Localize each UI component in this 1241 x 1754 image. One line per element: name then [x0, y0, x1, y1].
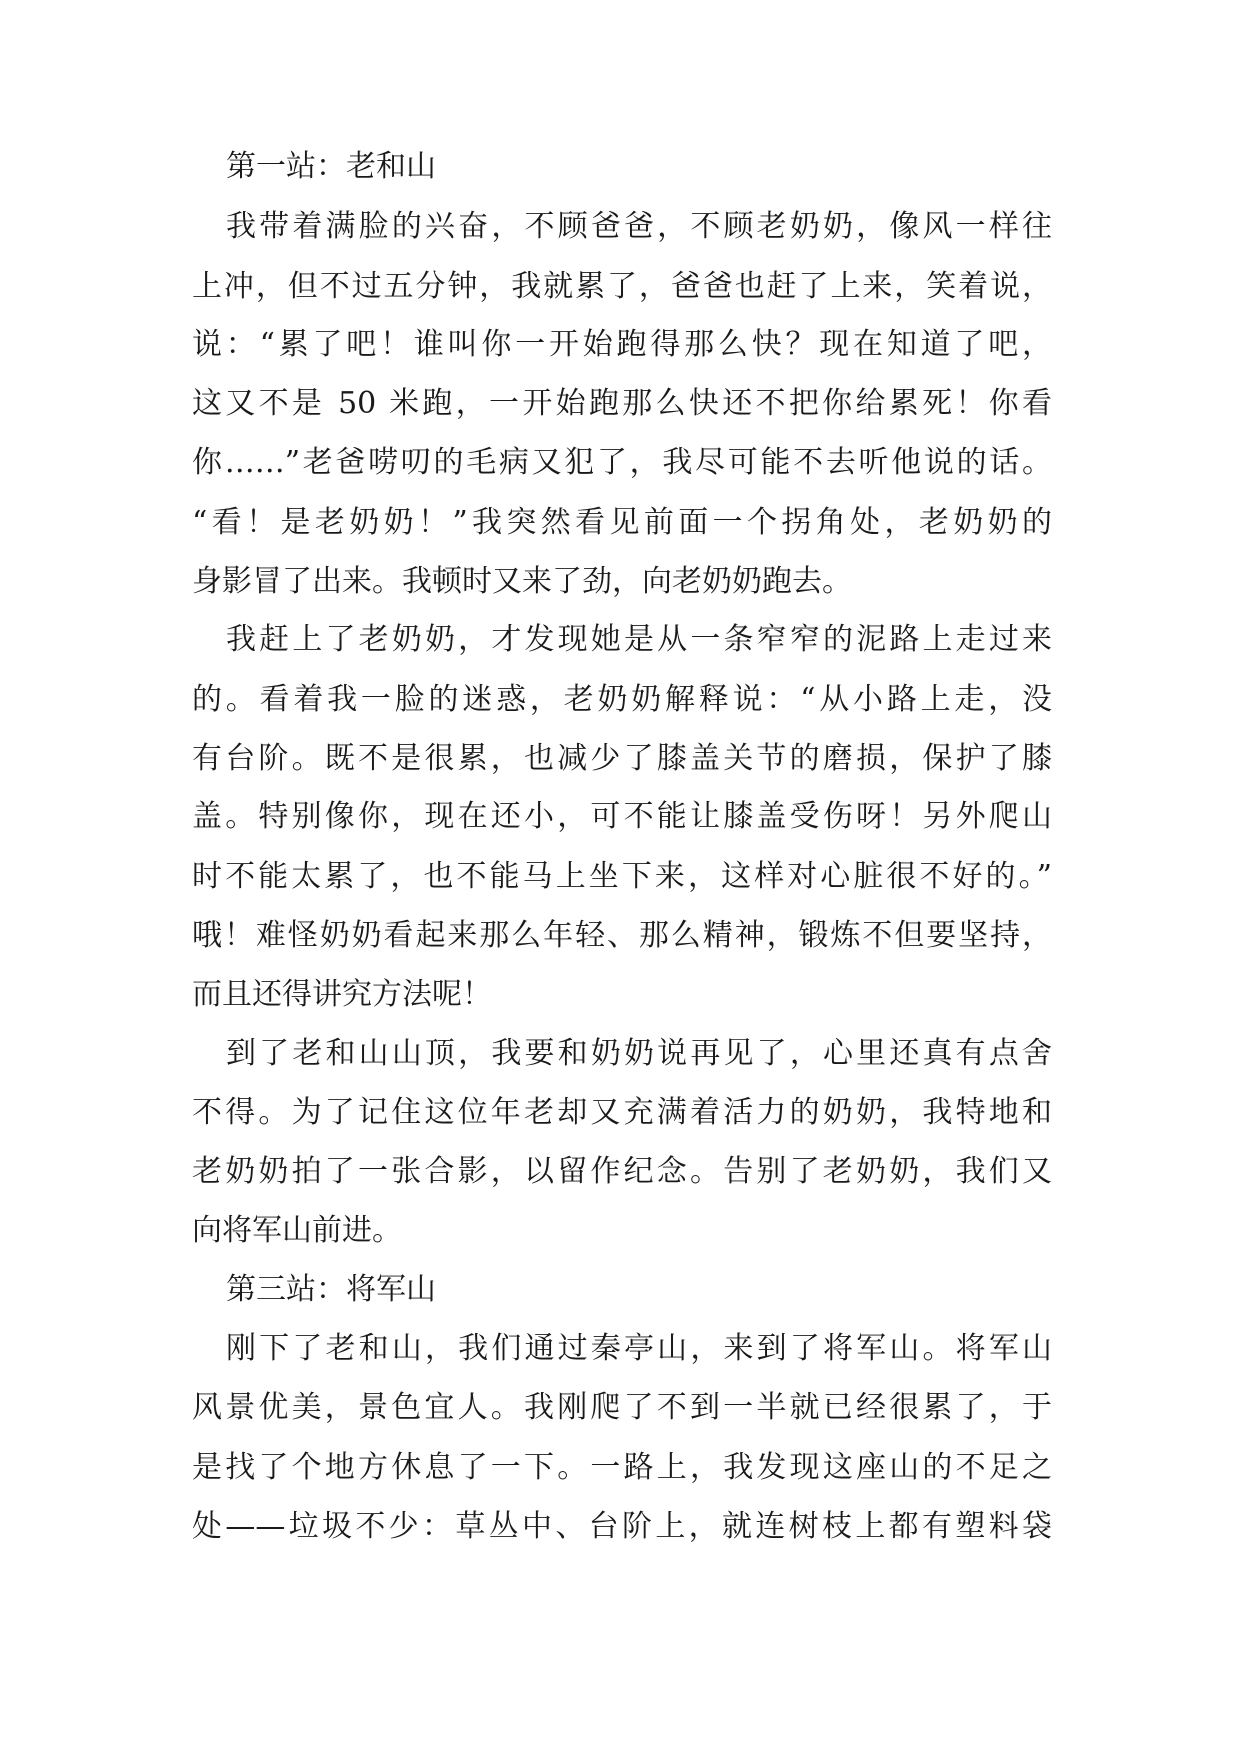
text-line: 身影冒了出来。我顿时又来了劲，向老奶奶跑去。	[192, 564, 852, 599]
text-line: 有台阶。既不是很累，也减少了膝盖关节的磨损，保护了膝	[192, 741, 1052, 776]
text-line: 我赶上了老奶奶，才发现她是从一条窄窄的泥路上走过来	[226, 622, 1052, 657]
text-line: 处——垃圾不少：草丛中、台阶上，就连树枝上都有塑料袋	[192, 1509, 1052, 1544]
text-line: 盖。特别像你，现在还小，可不能让膝盖受伤呀！另外爬山	[192, 799, 1052, 834]
text-line: 向将军山前进。	[192, 1213, 402, 1248]
text-line: 不得。为了记住这位年老却又充满着活力的奶奶，我特地和	[192, 1095, 1052, 1130]
heading-station-one: 第一站：老和山	[226, 149, 436, 184]
text-line: 的。看着我一脸的迷惑，老奶奶解释说：“从小路上走，没	[192, 682, 1052, 717]
text-line: 你……”老爸唠叨的毛病又犯了，我尽可能不去听他说的话。	[192, 445, 1052, 480]
text-line: “看！是老奶奶！”我突然看见前面一个拐角处，老奶奶的	[192, 505, 1052, 540]
text-line: 我带着满脸的兴奋，不顾爸爸，不顾老奶奶，像风一样往	[226, 209, 1052, 244]
text-line: 刚下了老和山，我们通过秦亭山，来到了将军山。将军山	[226, 1331, 1052, 1366]
text-line: 而且还得讲究方法呢！	[192, 977, 492, 1012]
text-line: 到了老和山山顶，我要和奶奶说再见了，心里还真有点舍	[226, 1036, 1052, 1071]
text-line: 说：“累了吧！谁叫你一开始跑得那么快？现在知道了吧，	[192, 327, 1052, 362]
text-line: 这又不是 50 米跑，一开始跑那么快还不把你给累死！你看	[192, 386, 1052, 421]
text-line: 是找了个地方休息了一下。一路上，我发现这座山的不足之	[192, 1450, 1052, 1485]
heading-station-three: 第三站：将军山	[226, 1272, 436, 1307]
text-line: 老奶奶拍了一张合影，以留作纪念。告别了老奶奶，我们又	[192, 1154, 1052, 1189]
text-line: 时不能太累了，也不能马上坐下来，这样对心脏很不好的。”	[192, 859, 1052, 894]
text-line: 风景优美，景色宜人。我刚爬了不到一半就已经很累了，于	[192, 1390, 1052, 1425]
text-line: 哦！难怪奶奶看起来那么年轻、那么精神，锻炼不但要坚持，	[192, 918, 1052, 953]
text-line: 上冲，但不过五分钟，我就累了，爸爸也赶了上来，笑着说，	[192, 269, 1052, 304]
